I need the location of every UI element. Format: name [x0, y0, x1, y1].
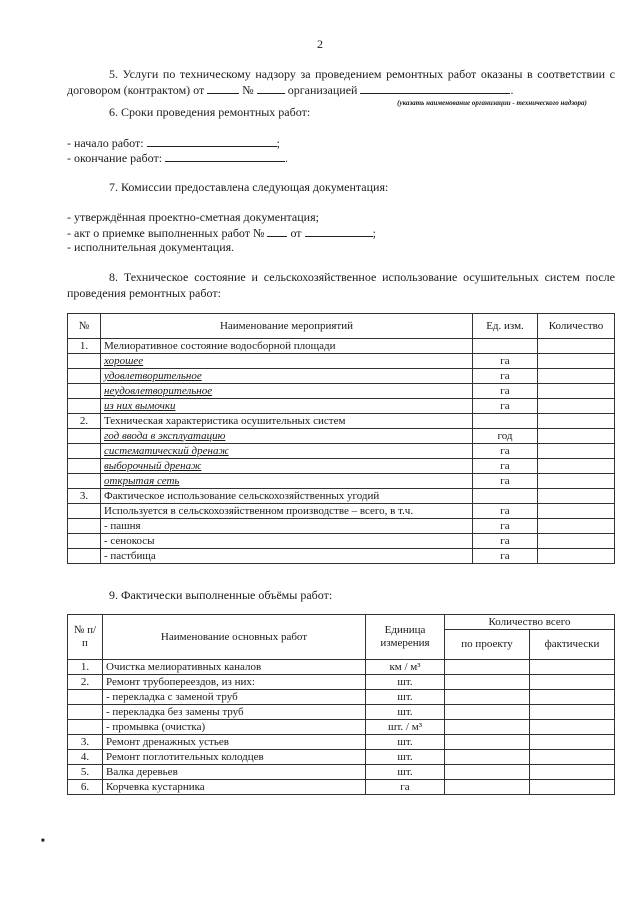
row-name: выборочный дренаж [101, 459, 473, 474]
table-header-row [68, 615, 615, 630]
row-name: Фактическое использование сельскохозяйственных угодий [101, 489, 473, 504]
row-quantity-cell[interactable] [538, 444, 615, 459]
row-name: - пашня [101, 519, 473, 534]
row-fact-cell[interactable] [530, 765, 615, 780]
table-header-row [68, 314, 615, 339]
table-row [68, 519, 615, 534]
end-date-end: . [285, 151, 289, 165]
row-unit: шт. [366, 705, 445, 720]
section-8-title: 8. Техническое состояние и сельскохозяйственное использование осушительных систем после проведения ремонтных работ: [67, 270, 615, 300]
doc-item-3: - исполнительная документация. [67, 240, 235, 254]
row-unit: га [473, 474, 538, 489]
row-num: 1. [68, 660, 103, 675]
section-5-text: 5. Услуги по техническому надзору за проведением ремонтных работ оказаны в соответствии с договором (контрактом) от [67, 67, 615, 97]
table-row [68, 489, 615, 504]
table-row [68, 339, 615, 354]
row-plan-cell[interactable] [445, 675, 530, 690]
page-number: 2 [317, 37, 323, 51]
row-name: из них вымочки [101, 399, 473, 414]
technical-state-body [68, 339, 615, 564]
row-num [68, 384, 101, 399]
row-quantity-cell[interactable] [538, 459, 615, 474]
header-unit: Ед. изм. [473, 314, 538, 339]
contract-number-blank[interactable] [257, 82, 285, 94]
row-unit: год [473, 429, 538, 444]
row-unit: шт. [366, 690, 445, 705]
header-name: Наименование мероприятий [101, 314, 473, 339]
row-name: хорошее [101, 354, 473, 369]
end-date-blank[interactable] [165, 150, 285, 162]
row-unit: шт. [366, 675, 445, 690]
row-quantity-cell[interactable] [538, 369, 615, 384]
row-name: неудовлетворительное [101, 384, 473, 399]
row-name: Мелиоративное состояние водосборной площади [101, 339, 473, 354]
row-unit: шт. [366, 750, 445, 765]
row-name: систематический дренаж [101, 444, 473, 459]
section-7-title: 7. Комиссии предоставлена следующая документация: [109, 180, 389, 194]
contract-date-blank[interactable] [207, 82, 239, 94]
row-num [68, 444, 101, 459]
row-quantity-cell[interactable] [538, 399, 615, 414]
row-name: - сенокосы [101, 534, 473, 549]
table-row [68, 399, 615, 414]
row-num [68, 690, 103, 705]
row-name: - перекладка без замены труб [103, 705, 366, 720]
table-row [68, 690, 615, 705]
row-num: 1. [68, 339, 101, 354]
works-volume-body [68, 660, 615, 795]
table-row [68, 474, 615, 489]
technical-state-table [67, 313, 615, 564]
row-fact-cell[interactable] [530, 660, 615, 675]
row-unit: га [473, 459, 538, 474]
row-num [68, 720, 103, 735]
header-name: Наименование основных работ [103, 615, 366, 660]
row-name: Ремонт дренажных устьев [103, 735, 366, 750]
doc-item-2 [67, 225, 376, 241]
row-unit: шт. [366, 735, 445, 750]
row-quantity-cell[interactable] [538, 504, 615, 519]
section-5-end: . [510, 83, 514, 97]
table-row [68, 429, 615, 444]
header-num: № п/п [68, 615, 103, 660]
row-num [68, 534, 101, 549]
header-unit: Единица измерения [366, 615, 445, 660]
row-fact-cell[interactable] [530, 675, 615, 690]
row-num: 6. [68, 780, 103, 795]
organization-label: организацией [287, 83, 358, 97]
row-name: удовлетворительное [101, 369, 473, 384]
row-num [68, 459, 101, 474]
row-quantity-cell[interactable] [538, 519, 615, 534]
end-date-line [67, 150, 288, 166]
end-date-label: - окончание работ: [67, 151, 163, 165]
row-fact-cell[interactable] [530, 735, 615, 750]
row-unit: га [473, 549, 538, 564]
organization-caption: (указать наименование организации - технического надзора) [397, 99, 587, 107]
row-num: 2. [68, 675, 103, 690]
section-5-paragraph [67, 66, 615, 98]
section-9-title: 9. Фактически выполненные объёмы работ: [109, 588, 333, 602]
row-num [68, 429, 101, 444]
row-quantity-cell[interactable] [538, 384, 615, 399]
table-row [68, 534, 615, 549]
row-unit [473, 339, 538, 354]
row-name: год ввода в эксплуатацию [101, 429, 473, 444]
row-fact-cell[interactable] [530, 750, 615, 765]
row-plan-cell[interactable] [445, 765, 530, 780]
row-name: Очистка мелиоративных каналов [103, 660, 366, 675]
header-num: № [68, 314, 101, 339]
header-quantity: Количество [538, 314, 615, 339]
contract-number-label: № [242, 83, 254, 97]
row-unit: га [473, 444, 538, 459]
row-fact-cell[interactable] [530, 690, 615, 705]
row-num: 2. [68, 414, 101, 429]
header-plan: по проекту [445, 630, 530, 660]
table-row [68, 549, 615, 564]
start-date-line [67, 135, 280, 151]
row-quantity-cell[interactable] [538, 534, 615, 549]
table-row [68, 459, 615, 474]
start-date-label: - начало работ: [67, 136, 144, 150]
row-num [68, 354, 101, 369]
header-quantity-total: Количество всего [445, 615, 615, 630]
row-name: Ремонт трубопереездов, из них: [103, 675, 366, 690]
organization-blank[interactable] [360, 82, 510, 94]
row-name: Используется в сельскохозяйственном производстве – всего, в т.ч. [101, 504, 473, 519]
table-row [68, 660, 615, 675]
row-fact-cell[interactable] [530, 780, 615, 795]
row-name: - промывка (очистка) [103, 720, 366, 735]
row-unit: га [473, 384, 538, 399]
doc-item-1: - утверждённая проектно-сметная документация; [67, 210, 319, 224]
row-num [68, 504, 101, 519]
table-row [68, 384, 615, 399]
table-row [68, 444, 615, 459]
row-quantity-cell[interactable] [538, 339, 615, 354]
row-num: 3. [68, 735, 103, 750]
row-fact-cell[interactable] [530, 705, 615, 720]
row-unit [473, 489, 538, 504]
row-name: - перекладка с заменой труб [103, 690, 366, 705]
table-row [68, 414, 615, 429]
row-quantity-cell[interactable] [538, 489, 615, 504]
works-volume-table [67, 614, 615, 795]
table-row [68, 735, 615, 750]
row-name: Валка деревьев [103, 765, 366, 780]
row-num [68, 399, 101, 414]
table-row [68, 765, 615, 780]
row-quantity-cell[interactable] [538, 354, 615, 369]
act-label: - акт о приемке выполненных работ № [67, 226, 265, 240]
row-unit: га [473, 369, 538, 384]
act-end: ; [372, 226, 376, 240]
row-plan-cell[interactable] [445, 690, 530, 705]
row-quantity-cell[interactable] [538, 474, 615, 489]
row-num: 3. [68, 489, 101, 504]
row-quantity-cell[interactable] [538, 429, 615, 444]
row-plan-cell[interactable] [445, 705, 530, 720]
row-unit: шт. / м³ [366, 720, 445, 735]
row-plan-cell[interactable] [445, 780, 530, 795]
row-name: Ремонт поглотительных колодцев [103, 750, 366, 765]
row-name: - пастбища [101, 549, 473, 564]
act-number-blank[interactable] [267, 225, 287, 237]
table-row [68, 354, 615, 369]
start-date-end: ; [276, 136, 280, 150]
table-row [68, 780, 615, 795]
table-row [68, 720, 615, 735]
row-unit: га [473, 399, 538, 414]
act-from-label: от [290, 226, 302, 240]
start-date-blank[interactable] [147, 135, 277, 147]
table-row [68, 675, 615, 690]
row-unit [473, 414, 538, 429]
row-name: Корчевка кустарника [103, 780, 366, 795]
table-row [68, 705, 615, 720]
row-quantity-cell[interactable] [538, 549, 615, 564]
row-plan-cell[interactable] [445, 750, 530, 765]
table-row [68, 369, 615, 384]
row-num [68, 549, 101, 564]
act-date-blank[interactable] [305, 225, 373, 237]
table-row [68, 750, 615, 765]
row-num: 5. [68, 765, 103, 780]
row-num [68, 705, 103, 720]
row-unit: км / м³ [366, 660, 445, 675]
section-6-title: 6. Сроки проведения ремонтных работ: [109, 105, 311, 119]
row-unit: шт. [366, 765, 445, 780]
row-fact-cell[interactable] [530, 720, 615, 735]
row-unit: га [473, 519, 538, 534]
row-unit: га [366, 780, 445, 795]
margin-mark: ■ [41, 838, 45, 844]
row-name: открытая сеть [101, 474, 473, 489]
row-unit: га [473, 354, 538, 369]
header-fact: фактически [530, 630, 615, 660]
row-plan-cell[interactable] [445, 720, 530, 735]
table-row [68, 504, 615, 519]
row-name: Техническая характеристика осушительных систем [101, 414, 473, 429]
row-plan-cell[interactable] [445, 735, 530, 750]
row-num [68, 474, 101, 489]
row-plan-cell[interactable] [445, 660, 530, 675]
row-num: 4. [68, 750, 103, 765]
row-quantity-cell[interactable] [538, 414, 615, 429]
row-num [68, 519, 101, 534]
row-num [68, 369, 101, 384]
row-unit: га [473, 534, 538, 549]
row-unit: га [473, 504, 538, 519]
